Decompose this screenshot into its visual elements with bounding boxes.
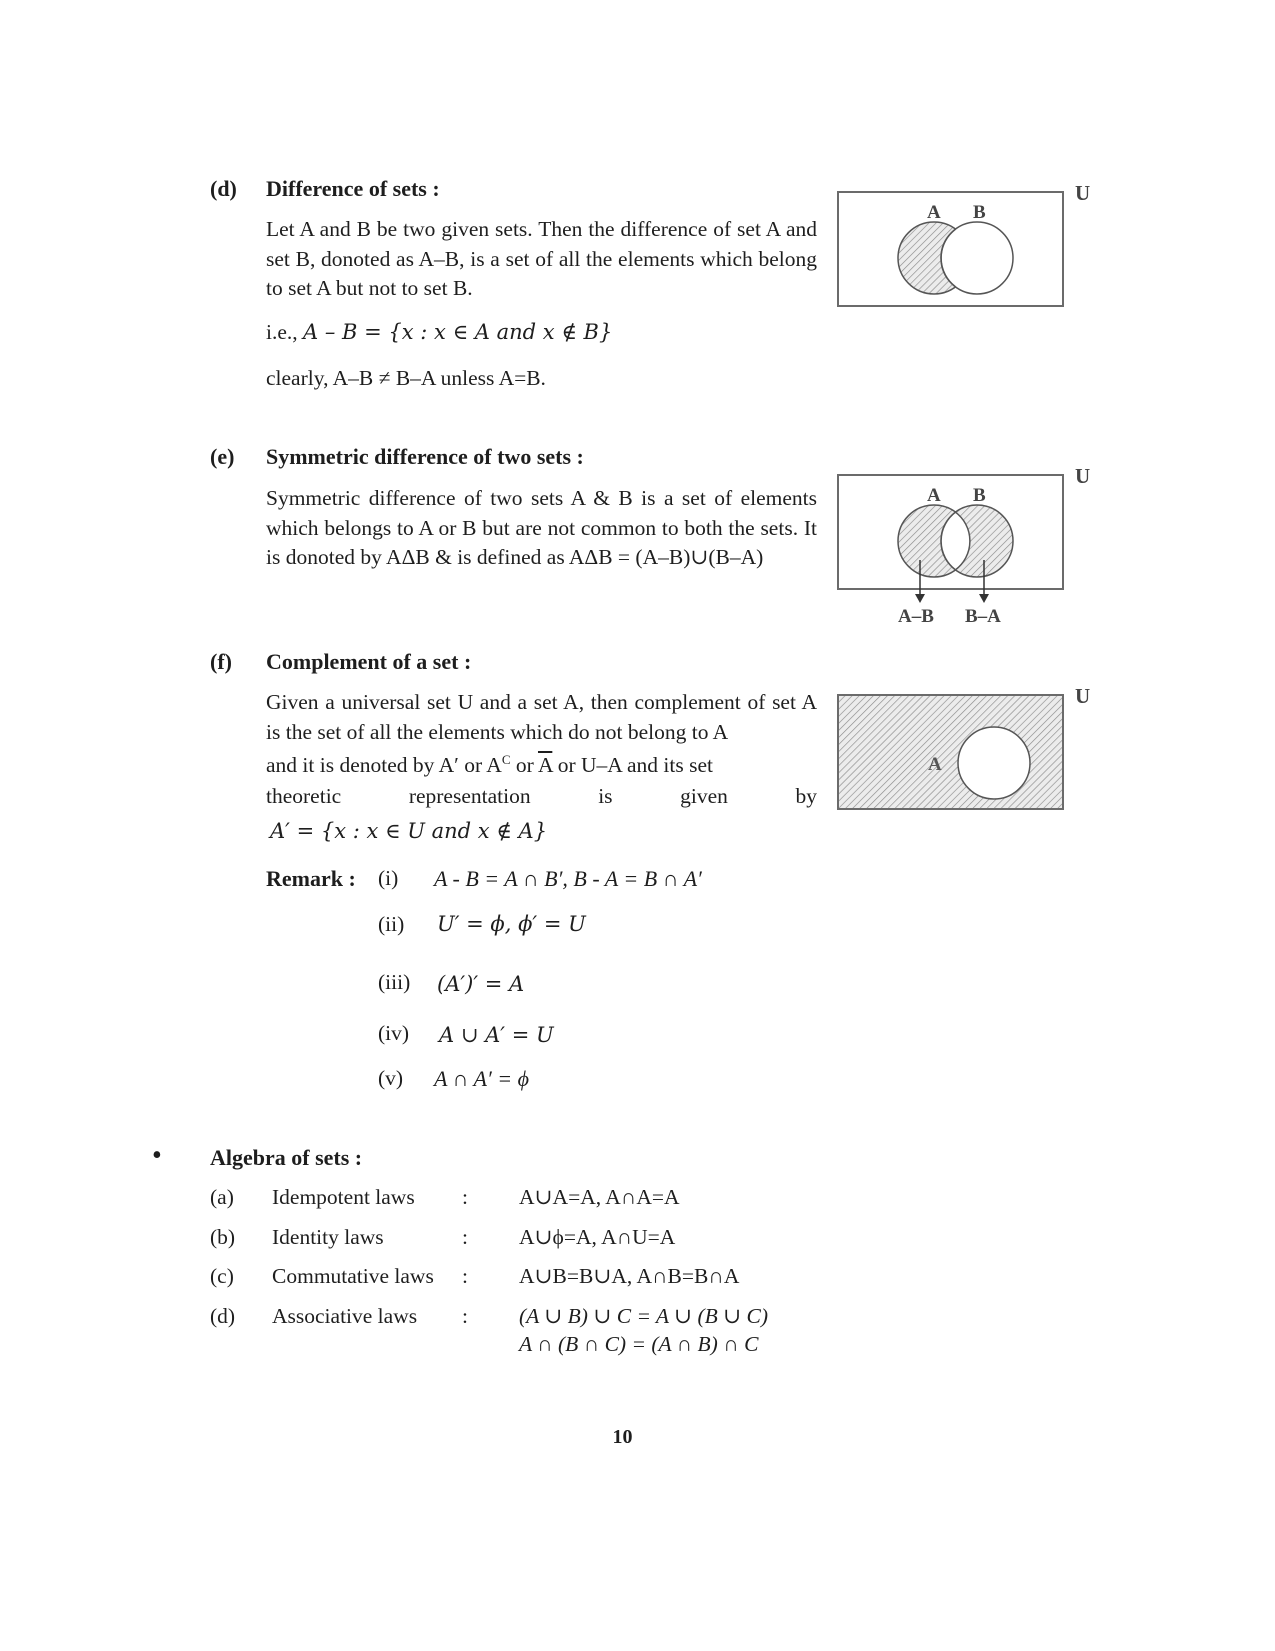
law-value: A∪B=B∪A, A∩B=B∩A [519, 1264, 740, 1288]
law-colon: : [462, 1264, 468, 1288]
diagram-d-label-b: B [973, 202, 986, 223]
notation-text: and it is denoted by [266, 753, 439, 778]
section-d-heading: Difference of sets : [266, 176, 440, 201]
theoretic-line [266, 784, 817, 809]
notation-rest: or U–A and its set [552, 753, 713, 778]
law-name: Associative laws [272, 1304, 418, 1328]
a-prime: A′ [438, 753, 459, 778]
venn-diagram-difference [832, 178, 1102, 313]
word: is [598, 784, 613, 808]
law-value: A∪A=A, A∩A=A [519, 1185, 680, 1209]
law-colon: : [462, 1225, 468, 1249]
section-e-paragraph: Symmetric difference of two sets A & B is a set of elements which belongs to A or B but are not common to both the sets. It is donoted by AΔB & is defined as AΔB = (A–B)∪(B–A) [266, 486, 817, 569]
remark-item-num: (iii) [378, 970, 411, 994]
remark-item-expr: (A′)′ = A [437, 972, 525, 996]
remark-item-expr: A ∪ A′ = U [439, 1023, 554, 1047]
law-colon: : [462, 1185, 468, 1209]
law-label: (c) [210, 1264, 234, 1288]
word: by [795, 784, 817, 808]
remark-item-expr: A - B = A ∩ B′, B - A = B ∩ A′ [434, 866, 702, 891]
remark-item-num: (i) [378, 866, 399, 890]
law-name: Identity laws [272, 1225, 384, 1249]
a-c-base: A [486, 753, 502, 778]
ie-prefix: i.e., [266, 320, 298, 344]
law-colon: : [462, 1304, 468, 1328]
word: theoretic [266, 784, 342, 808]
diagram-e-label-a-minus-b: A–B [898, 606, 934, 627]
venn-diagram-complement [832, 680, 1102, 815]
remark-item-expr: U′ = ϕ, ϕ′ = U [437, 912, 586, 936]
section-f-label: (f) [210, 649, 232, 674]
complement-formula: A′ = {x : x ∈ U and x ∉ A} [270, 819, 548, 843]
remark-item-num: (v) [378, 1066, 404, 1090]
section-d-paragraph: Let A and B be two given sets. Then the difference of set A and set B, donoted as A–B, is a set of all the elements which belong to set A but not to set B. [266, 217, 817, 300]
section-e-heading: Symmetric difference of two sets : [266, 444, 584, 469]
law-value-2: A ∩ (B ∩ C) = (A ∩ B) ∩ C [519, 1332, 759, 1356]
law-name: Idempotent laws [272, 1185, 415, 1209]
remark-item-expr: A ∩ A′ = ϕ [434, 1066, 530, 1091]
section-d-label: (d) [210, 176, 237, 201]
universal-set-rect [838, 695, 1063, 809]
a-c-superscript: C [501, 752, 511, 767]
set-a-circle [958, 727, 1030, 799]
section-f-heading: Complement of a set : [266, 649, 472, 674]
diagram-d-label-u: U [1075, 181, 1091, 205]
section-f-paragraph: Given a universal set U and a set A, then complement of set A is the set of all the elements which do not belong to A [266, 690, 817, 744]
a-bar: $\overline{A}$ [537, 753, 553, 778]
diagram-d-label-a: A [927, 202, 941, 223]
complement-notation-line [266, 752, 817, 778]
section-e-label: (e) [210, 444, 235, 469]
algebra-heading: Algebra of sets : [210, 1145, 363, 1170]
law-label: (b) [210, 1225, 236, 1249]
notation-or: or [458, 753, 487, 778]
diagram-e-label-u: U [1075, 464, 1091, 488]
word: given [680, 784, 728, 808]
venn-diagram-symmetric-difference [832, 460, 1102, 630]
difference-formula: A – B = {x : x ∈ A and x ∉ B} [303, 320, 613, 344]
law-value: A∪ϕ=A, A∩U=A [519, 1225, 676, 1249]
diagram-f-label-a: A [928, 754, 942, 775]
page-number: 10 [612, 1426, 633, 1448]
remark-item-num: (ii) [378, 912, 405, 936]
diagram-e-label-b: B [973, 485, 986, 506]
law-name: Commutative laws [272, 1264, 434, 1288]
section-d-formula-line [266, 320, 612, 345]
law-value: (A ∪ B) ∪ C = A ∪ (B ∪ C) [519, 1304, 769, 1328]
section-d-clearly: clearly, A–B ≠ B–A unless A=B. [266, 366, 546, 390]
law-label: (d) [210, 1304, 236, 1328]
diagram-f-label-u: U [1075, 684, 1091, 708]
remark-label: Remark : [266, 866, 356, 891]
notation-or: or [510, 753, 538, 778]
word: representation [408, 784, 531, 808]
diagram-e-label-b-minus-a: B–A [965, 606, 1001, 627]
bullet: • [152, 1140, 162, 1171]
remark-item-num: (iv) [378, 1021, 410, 1045]
diagram-e-label-a: A [927, 485, 941, 506]
law-label: (a) [210, 1185, 234, 1209]
